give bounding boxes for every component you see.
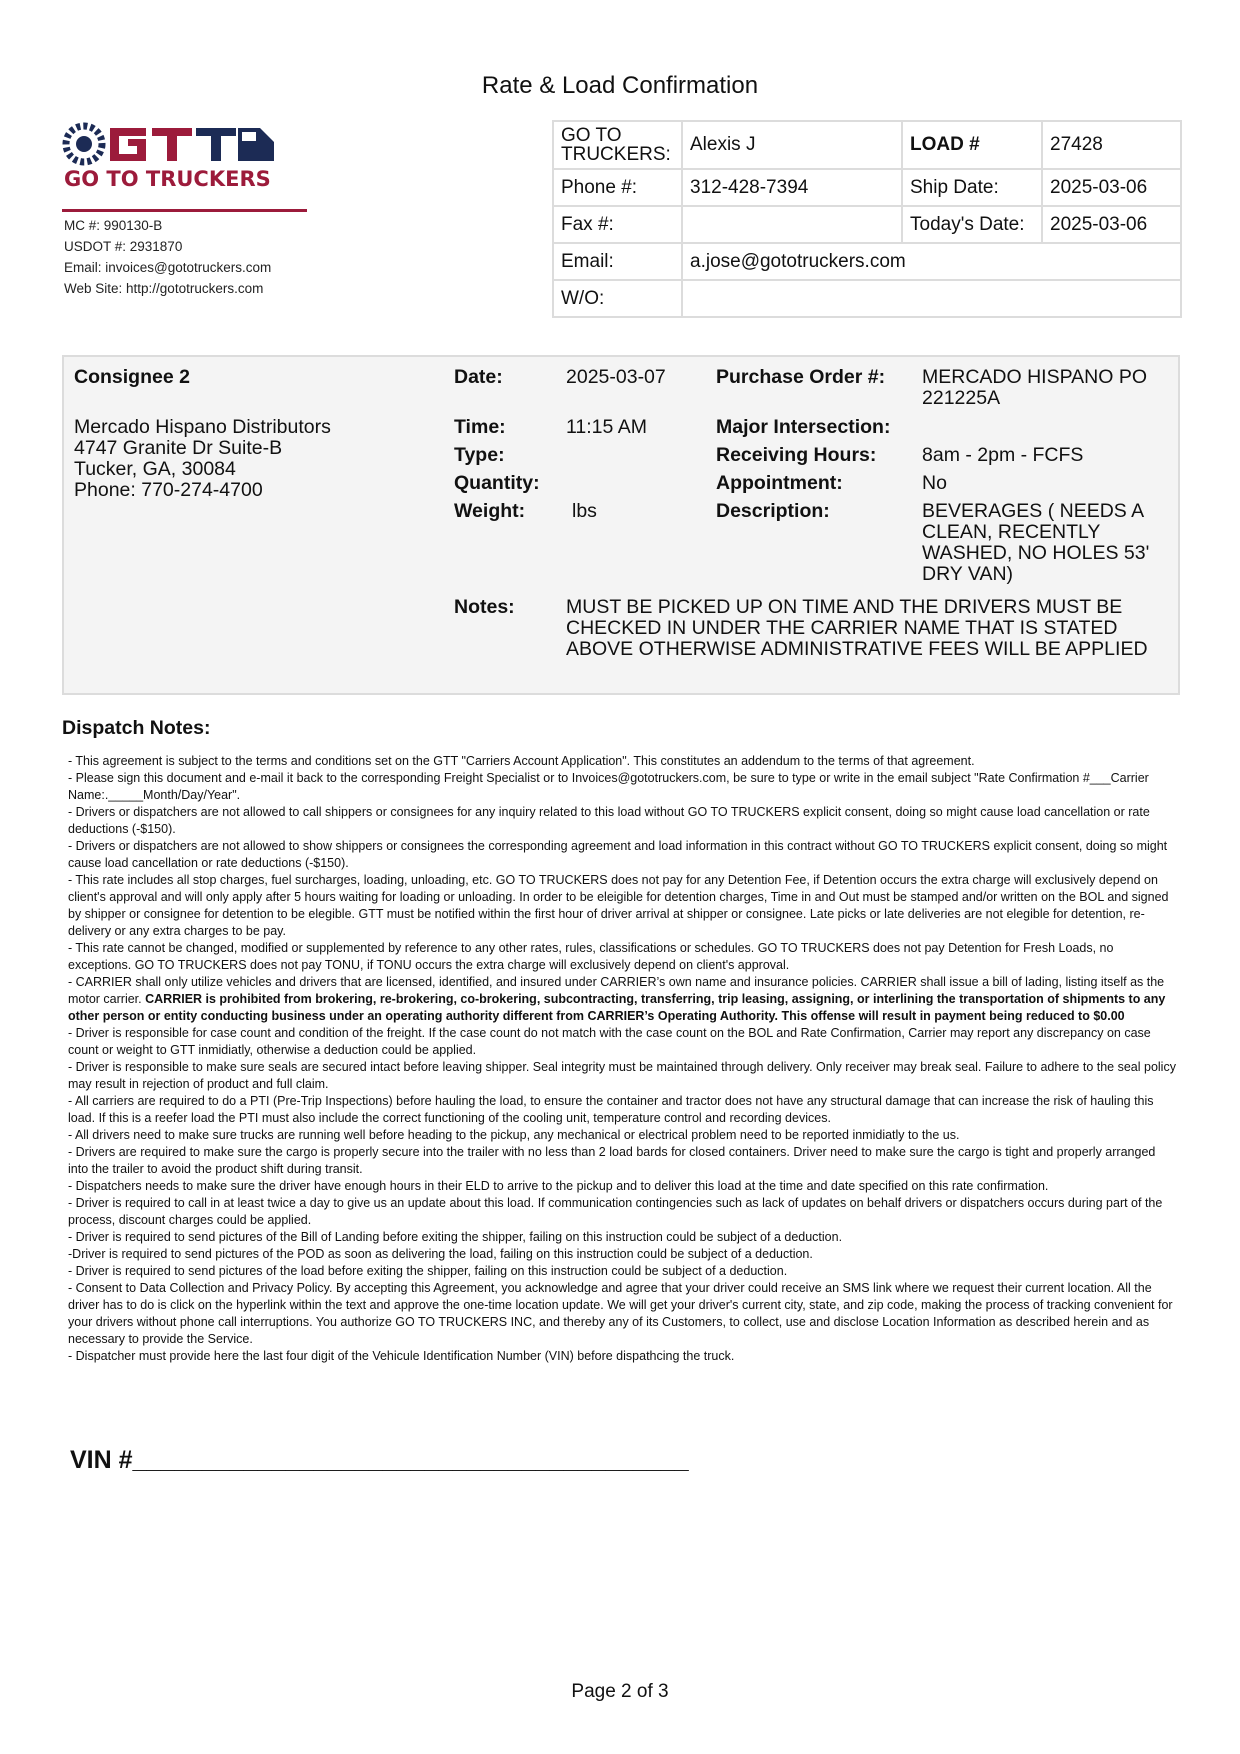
dispatch-note-carrier	[68, 974, 1176, 1025]
email-label: Email:	[553, 243, 682, 280]
po-label: Purchase Order #:	[716, 366, 886, 388]
consignee-address-line2: Tucker, GA, 30084	[74, 458, 236, 480]
description-value: BEVERAGES ( NEEDS A CLEAN, RECENTLY WASHED, NO HOLES 53' DRY VAN)	[922, 500, 1150, 585]
dispatch-note: - Drivers are required to make sure the cargo is properly secure into the trailer with no less than 2 load bards for closed containers. Driver need to make sure the cargo is tight and properly arranged into the trailer to avoid the product shift during transit.	[68, 1145, 1156, 1176]
logo-divider	[62, 209, 307, 212]
dispatch-note: - Drivers or dispatchers are not allowed to call shippers or consignees for any inquiry related to this load without GO TO TRUCKERS explicit consent, doing so might cause load cancellation or rate deductions (-$150).	[68, 805, 1150, 836]
mc-number: MC #: 990130-B	[64, 218, 163, 233]
dispatch-note: - Driver is required to send pictures of the load before exiting the shipper, failing on this instruction could be subject of a deduction.	[68, 1264, 788, 1278]
ship-date-label: Ship Date:	[902, 169, 1042, 206]
dispatch-note: - Driver is required to call in at least twice a day to give us an update about this load. If communication contingencies such as lack of updates on behalf drivers or dispatchers occurs during part of the process, discount charges could be applied.	[68, 1196, 1163, 1227]
dispatch-note: - This rate cannot be changed, modified or supplemented by reference to any other rates, rules, classifications or schedules. GO TO TRUCKERS does not pay Detention for Fresh Loads, no exceptions. GO TO TRUCKERS does not pay TONU, if TONU occurs the extra charge will exclusively depend on client's approval.	[68, 941, 1114, 972]
consignee-name: Mercado Hispano Distributors	[74, 416, 331, 438]
dispatch-note: - Dispatchers needs to make sure the driver have enough hours in their ELD to arrive to the pickup and to deliver this load at the time and date specified on this rate confirmation.	[68, 1179, 1049, 1193]
company-logo	[62, 120, 312, 200]
dispatch-note: - Driver is responsible to make sure seals are secured intact before leaving shipper. Seal integrity must be maintained through delivery. Only receiver may break seal. Failure to adhere to the seal policy may result in rejection of product and full claim.	[68, 1060, 1176, 1091]
notes-value: MUST BE PICKED UP ON TIME AND THE DRIVERS MUST BE CHECKED IN UNDER THE CARRIER NAME THAT IS STATED ABOVE OTHERWISE ADMINISTRATIVE FEES WILL BE APPLIED	[566, 596, 1148, 660]
quantity-label: Quantity:	[454, 472, 540, 494]
consignee-address	[74, 417, 331, 501]
usdot-number: USDOT #: 2931870	[64, 239, 183, 254]
company-info	[64, 215, 271, 299]
dispatch-notes-title: Dispatch Notes:	[62, 717, 211, 739]
dispatch-note: - This rate includes all stop charges, fuel surcharges, loading, unloading, etc. GO TO TRUCKERS does not pay for any Detention Fee, if Detention occurs the extra charge will exclusively depend on client's approval and will only apply after 5 hours waiting for loading or unloading. In order to be eleigible for detention charges, Time in and Out must be stamped and/or written on the BOL and signed by shipper or consignee for detention to be elegible. GTT must be notified within the first hour of driver arrival at shipper or consignee. Late picks or late deliveries are not elegible for detention, re-delivery or any extra charges to be pay.	[68, 873, 1169, 938]
company-website[interactable]: Web Site: http://gototruckers.com	[64, 281, 264, 296]
load-label: LOAD #	[902, 121, 1042, 169]
todays-date-label: Today's Date:	[902, 206, 1042, 243]
consignee-phone: Phone: 770-274-4700	[74, 479, 263, 501]
vin-field[interactable]: VIN #________________________________________	[70, 1446, 689, 1474]
dispatch-notes	[68, 753, 1176, 1365]
ship-date-value: 2025-03-06	[1042, 169, 1181, 206]
intersection-label: Major Intersection:	[716, 416, 891, 438]
fax-label: Fax #:	[553, 206, 682, 243]
dispatch-note: - This agreement is subject to the terms and conditions set on the GTT "Carriers Account Application". This constitutes an addendum to the terms of that agreement.	[68, 754, 975, 768]
date-value: 2025-03-07	[566, 366, 666, 388]
dispatch-note: - Drivers or dispatchers are not allowed to show shippers or consignees the corresponding agreement and load information in this contract without GO TO TRUCKERS explicit consent, doing so might cause load cancellation or rate deductions (-$150).	[68, 839, 1168, 870]
wo-value	[682, 280, 1181, 317]
description-label: Description:	[716, 500, 830, 522]
dispatch-note: - Please sign this document and e-mail it back to the corresponding Freight Specialist or to Invoices@gototruckers.com, be sure to type or write in the email subject "Rate Confirmation #___Carrier Name:._____Month/Day/Year".	[68, 771, 1149, 802]
time-value: 11:15 AM	[566, 416, 647, 438]
receiving-hours-value: 8am - 2pm - FCFS	[922, 444, 1084, 466]
document-title: Rate & Load Confirmation	[481, 72, 759, 99]
fax-value	[682, 206, 902, 243]
weight-value: lbs	[572, 500, 597, 522]
dispatch-note: - Driver is responsible for case count and condition of the freight. If the case count do not match with the case count on the BOL and Rate Confirmation, Carrier may report any discrepancy on case count or weight to GTT inmidiatly, otherwise a deduction could be applied.	[68, 1026, 1151, 1057]
date-label: Date:	[454, 366, 503, 388]
dispatch-note: - Consent to Data Collection and Privacy Policy. By accepting this Agreement, you acknowledge and agree that your driver could receive an SMS link where we request their current location. All the driver has to do is click on the hyperlink within the text and approve the one-time location update. We will get your driver's current city, state, and zip code, making the process of tracking convenient for your drivers without phone call interruptions. You authorize GO TO TRUCKERS INC, and thereby any of its Customers, to collect, use and disclose Location Information as described herein and as necessary to provide the Service.	[68, 1281, 1173, 1346]
phone-label: Phone #:	[553, 169, 682, 206]
company-contact: Alexis J	[682, 121, 902, 169]
load-header-table	[552, 120, 1182, 318]
dispatch-note: - Dispatcher must provide here the last four digit of the Vehicule Identification Number (VIN) before dispathcing the truck.	[68, 1349, 735, 1363]
email-value[interactable]: a.jose@gototruckers.com	[682, 243, 1181, 280]
load-number: 27428	[1042, 121, 1181, 169]
receiving-hours-label: Receiving Hours:	[716, 444, 877, 466]
company-email[interactable]: Email: invoices@gototruckers.com	[64, 260, 272, 275]
consignee-section	[62, 355, 1180, 695]
consignee-address-line1: 4747 Granite Dr Suite-B	[74, 437, 283, 459]
company-label: GO TO TRUCKERS:	[553, 121, 682, 169]
wo-label: W/O:	[553, 280, 682, 317]
logo-subtitle: GO TO TRUCKERS	[64, 167, 271, 191]
type-label: Type:	[454, 444, 505, 466]
time-label: Time:	[454, 416, 506, 438]
appointment-value: No	[922, 472, 947, 494]
carrier-note-text: - CARRIER shall only utilize vehicles and drivers that are licensed, identified, and insured under CARRIER’s own name and insurance policies. CARRIER shall issue a bill of lading, listing itself as the motor carrier.	[68, 975, 1165, 1006]
po-value: MERCADO HISPANO PO 221225A	[922, 366, 1148, 409]
dispatch-note: -Driver is required to send pictures of the POD as soon as delivering the load, failing on this instruction could be subject of a deduction.	[68, 1247, 813, 1261]
appointment-label: Appointment:	[716, 472, 843, 494]
consignee-title: Consignee 2	[74, 366, 190, 388]
notes-label: Notes:	[454, 596, 515, 618]
dispatch-note: - Driver is required to send pictures of the Bill of Landing before exiting the shipper, failing on this instruction could be subject of a deduction.	[68, 1230, 843, 1244]
weight-label: Weight:	[454, 500, 526, 522]
dispatch-note: - All carriers are required to do a PTI (Pre-Trip Inspections) before hauling the load, to ensure the container and tractor does not have any structural damage that can increase the risk of hauling this load. If this is a reefer load the PTI must also include the correct functioning of the cooling unit, temperature control and recording devices.	[68, 1094, 1154, 1125]
page-number: Page 2 of 3	[571, 1681, 669, 1702]
carrier-note-bold: CARRIER is prohibited from brokering, re-brokering, co-brokering, subcontracting, transferring, trip leasing, assigning, or interlining the transportation of shipments to any other person or entity conducting business under an operating authority different from CARRIER’s Operating Authority. This offense will result in payment being reduced to $0.00	[68, 992, 1166, 1023]
todays-date-value: 2025-03-06	[1042, 206, 1181, 243]
dispatch-note: - All drivers need to make sure trucks are running well before heading to the pickup, any mechanical or electrical problem need to be reported inmidiatly to the us.	[68, 1128, 960, 1142]
truck-logo-icon	[62, 120, 312, 200]
phone-value: 312-428-7394	[682, 169, 902, 206]
